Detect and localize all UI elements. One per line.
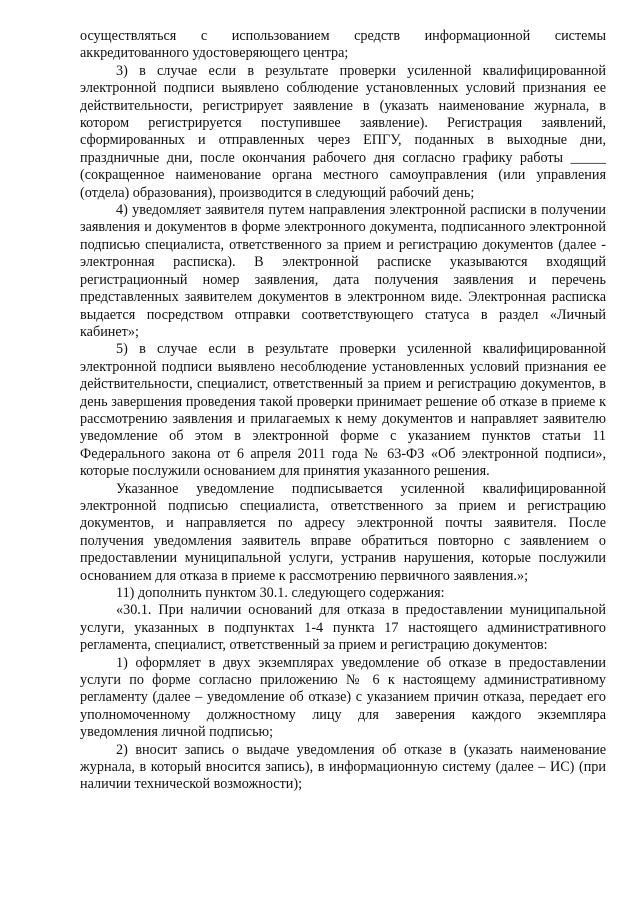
paragraph-6: 11) дополнить пунктом 30.1. следующего содержания: [116,585,445,601]
paragraph-2: 3) в случае если в результате проверки усиленной квалифицированной электронной подписи выявлено соблюдение установленных условий признания ее действительности, регистрирует заявление в (указать наименование журнала, в котором регистрируется поступившее заявление). Регистрация заявлений, сформированных и отправленных через ЕПГУ, поданных в выходные дни, праздничные дни, после окончания рабочего дня согласно графику работы _____ (сокращенное наименование органа местного самоуправления (или управления (отдела) образования), производится в следующий рабочий день; [80,62,606,201]
paragraph-3: 4) уведомляет заявителя путем направления электронной расписки в получении заявления и документов в форме электронного документа, подписанного электронной подписью специалиста, ответственного за прием и регистрацию документов (далее - электронная расписка). В электронной расписке указываются входящий регистрационный номер заявления, дата получения заявления и перечень представленных заявителем документов в электронном виде. Электронная расписка выдается посредством отправки соответствующего статуса в раздел «Личный кабинет»; [80,202,606,340]
paragraph-7: «30.1. При наличии оснований для отказа в предоставлении муниципальной услуги, указанных в подпунктах 1-4 пункта 17 настоящего административного регламента, специалист, ответственный за прием и регистрацию документов: [80,602,606,654]
paragraph-1: осуществляться с использованием средств информационной системы аккредитованного удостоверяющего центра; [80,28,606,62]
paragraph-8: 1) оформляет в двух экземплярах уведомление об отказе в предоставлении услуги по форме согласно приложению № 6 к настоящему административному регламенту (далее – уведомление об отказе) с указанием причин отказа, передает его уполномоченному должностному лицу для заверения каждого экземпляра уведомления личной подписью; [80,654,606,741]
paragraph-9: 2) вносит запись о выдаче уведомления об отказе в (указать наименование журнала, в который вносится запись), в информационную систему (далее – ИС) (при наличии технической возможности); [80,741,606,793]
paragraph-4: 5) в случае если в результате проверки усиленной квалифицированной электронной подписи выявлено несоблюдение установленных условий признания ее действительности, специалист, ответственный за прием и регистрацию документов, в день завершения проведения такой проверки принимает решение об отказе в приеме к рассмотрению заявления и прилагаемых к нему документов и направляет заявителю уведомление об этом в электронной форме с указанием пунктов статьи 11 Федерального закона от 6 апреля 2011 года № 63-ФЗ «Об электронной подписи», которые послужили основанием для принятия указанного решения. [80,341,606,480]
paragraph-5: Указанное уведомление подписывается усиленной квалифицированной электронной подписью специалиста, ответственного за прием и регистрацию документов, и направляется по адресу электронной почты заявителя. После получения уведомления заявитель вправе обратиться повторно с заявлением о предоставлении муниципальной услуги, устранив нарушения, которые послужили основанием для отказа в приеме к рассмотрению первичного заявления.»; [80,480,606,584]
